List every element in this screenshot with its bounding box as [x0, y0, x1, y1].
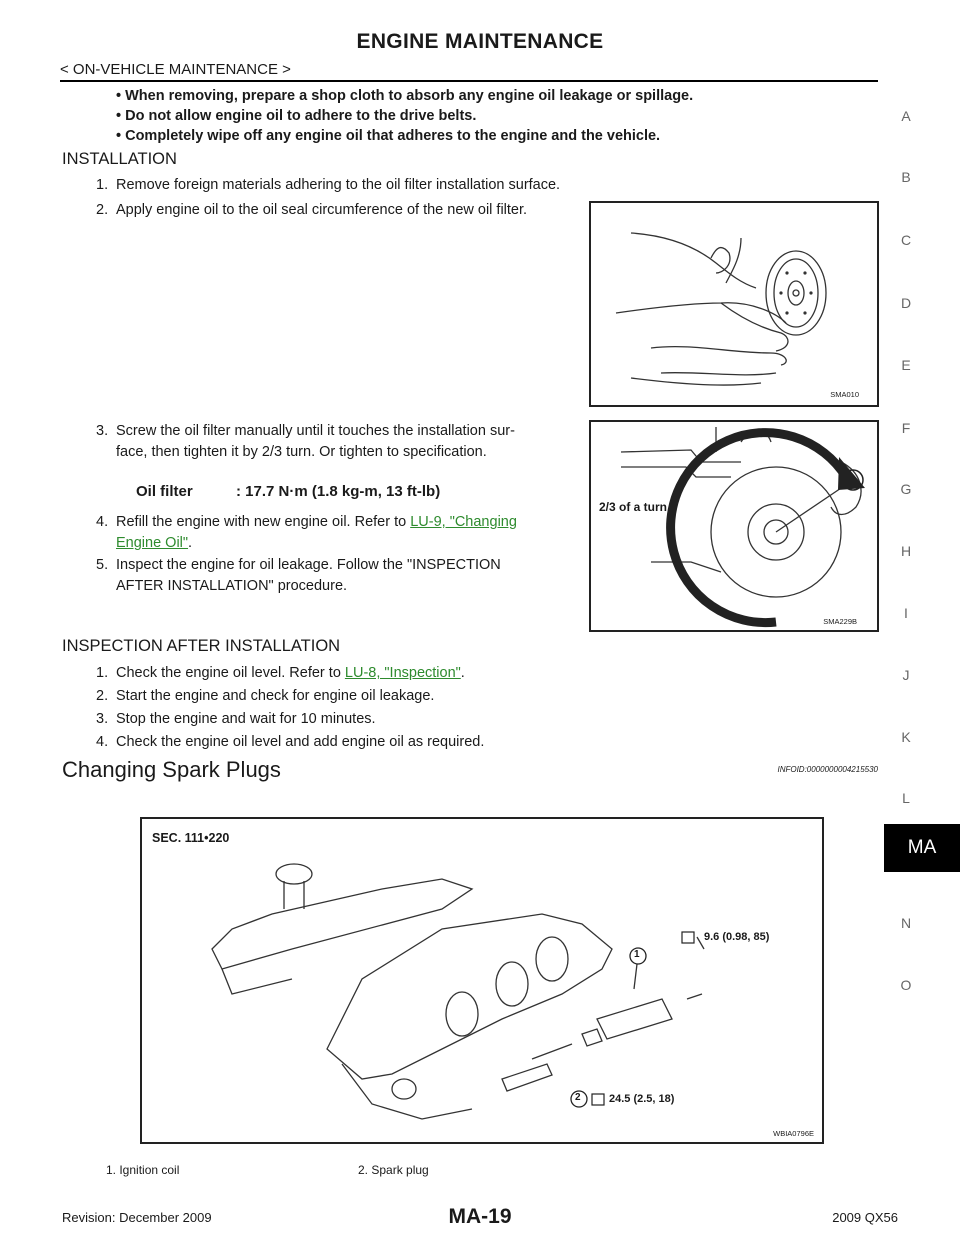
- oil-filter-hands-illustration: [591, 203, 877, 405]
- two-thirds-turn-illustration: [591, 422, 877, 630]
- link-lu9-engine-oil[interactable]: Engine Oil": [116, 535, 189, 551]
- figure-3-code: WBIA0796E: [773, 1129, 814, 1138]
- legend-spark-plug: 2. Spark plug: [358, 1163, 429, 1177]
- install-step-4-text: Refill the engine with new engine oil. Refer to: [116, 514, 411, 530]
- spark-plug-heading: Changing Spark Plugs: [62, 757, 281, 782]
- inspect-step-1-text: Check the engine oil level. Refer to: [116, 665, 345, 681]
- inspect-step-2-text: Start the engine and check for engine oil leakage.: [116, 688, 435, 704]
- inspect-step-2: 2. Start the engine and check for engine oil leakage.: [96, 688, 435, 704]
- warning-2: • Do not allow engine oil to adhere to the drive belts.: [116, 108, 477, 124]
- side-index-h[interactable]: H: [900, 543, 912, 559]
- install-step-3-line1: Screw the oil filter manually until it touches the installation sur-: [116, 423, 515, 439]
- legend-ignition-coil: 1. Ignition coil: [106, 1163, 180, 1177]
- inspect-step-4: 4. Check the engine oil level and add engine oil as required.: [96, 734, 485, 750]
- oil-filter-spec-label: Oil filter: [136, 483, 193, 500]
- link-lu9-changing[interactable]: LU-9, "Changing: [410, 514, 517, 530]
- install-step-5-line2: AFTER INSTALLATION" procedure.: [116, 578, 348, 594]
- figure-oil-filter-turn: [589, 420, 879, 632]
- install-step-5-line1: Inspect the engine for oil leakage. Follow the "INSPECTION: [116, 557, 501, 573]
- side-index-b[interactable]: B: [901, 169, 911, 185]
- installation-heading: INSTALLATION: [62, 150, 177, 168]
- install-step-3: 3. Screw the oil filter manually until it touches the installation sur- face, then tighten it by 2/3 turn. Or tighten to specification.: [96, 421, 598, 463]
- side-index-f[interactable]: F: [901, 420, 911, 436]
- inspect-step-1: 1. Check the engine oil level. Refer to LU-8, "Inspection".: [96, 665, 465, 681]
- install-step-5: 5. Inspect the engine for oil leakage. Follow the "INSPECTION AFTER INSTALLATION" procedure.: [96, 555, 598, 597]
- oil-filter-spec-value: : 17.7 N·m (1.8 kg-m, 13 ft-lb): [236, 483, 441, 500]
- link-lu8-inspection[interactable]: LU-8, "Inspection": [344, 665, 461, 681]
- side-index-o[interactable]: O: [900, 977, 912, 993]
- side-index-g[interactable]: G: [900, 481, 912, 497]
- footer-revision: Revision: December 2009: [62, 1210, 212, 1225]
- inspect-step-4-text: Check the engine oil level and add engine oil as required.: [116, 734, 485, 750]
- inspect-step-3-text: Stop the engine and wait for 10 minutes.: [116, 711, 376, 727]
- footer-model: 2009 QX56: [832, 1210, 898, 1225]
- install-step-2: 2. Apply engine oil to the oil seal circumference of the new oil filter.: [96, 202, 528, 218]
- figure-1-code: SMA010: [830, 390, 859, 399]
- callout-1: 1: [634, 949, 640, 960]
- side-index-a[interactable]: A: [901, 108, 911, 124]
- figure-oil-filter-seal: [589, 201, 879, 407]
- side-index-k[interactable]: K: [901, 729, 911, 745]
- side-index-d[interactable]: D: [900, 295, 912, 311]
- inspect-step-3: 3. Stop the engine and wait for 10 minutes.: [96, 711, 376, 727]
- page-subtitle: < ON-VEHICLE MAINTENANCE >: [60, 61, 291, 78]
- header-divider: [60, 80, 878, 82]
- side-index-l[interactable]: L: [902, 790, 910, 806]
- install-step-4: 4. Refill the engine with new engine oil. Refer to LU-9, "Changing Engine Oil".: [96, 514, 517, 551]
- side-index-j[interactable]: J: [902, 667, 910, 683]
- install-step-1-text: Remove foreign materials adhering to the oil filter installation surface.: [116, 177, 561, 193]
- side-index-e[interactable]: E: [901, 357, 911, 373]
- section-tab-ma[interactable]: MA: [884, 824, 960, 872]
- figure-3-section: SEC. 111•220: [152, 831, 230, 845]
- page-title: ENGINE MAINTENANCE: [356, 30, 604, 53]
- figure-spark-plug-assembly: [140, 817, 824, 1144]
- torque-ignition-coil-bolt: 9.6 (0.98, 85): [704, 931, 770, 943]
- side-index-i[interactable]: I: [904, 605, 908, 621]
- figure-2-label: 2/3 of a turn: [599, 500, 668, 514]
- callout-2: 2: [575, 1092, 581, 1103]
- torque-spark-plug: 24.5 (2.5, 18): [609, 1093, 675, 1105]
- warning-3: • Completely wipe off any engine oil that adheres to the engine and the vehicle.: [116, 128, 661, 144]
- install-step-1: 1. Remove foreign materials adhering to the oil filter installation surface.: [96, 177, 561, 193]
- valve-cover-illustration: [142, 819, 822, 1142]
- side-index-n[interactable]: N: [900, 915, 912, 931]
- info-id: INFOID:0000000004215530: [777, 765, 878, 774]
- figure-2-code: SMA229B: [823, 617, 857, 626]
- page-number: MA-19: [448, 1205, 512, 1228]
- install-step-3-line2: face, then tighten it by 2/3 turn. Or tighten to specification.: [116, 444, 487, 460]
- inspection-heading: INSPECTION AFTER INSTALLATION: [62, 637, 341, 655]
- install-step-2-text: Apply engine oil to the oil seal circumference of the new oil filter.: [116, 202, 528, 218]
- side-index-c[interactable]: C: [900, 232, 912, 248]
- warning-1: • When removing, prepare a shop cloth to absorb any engine oil leakage or spillage.: [116, 88, 694, 104]
